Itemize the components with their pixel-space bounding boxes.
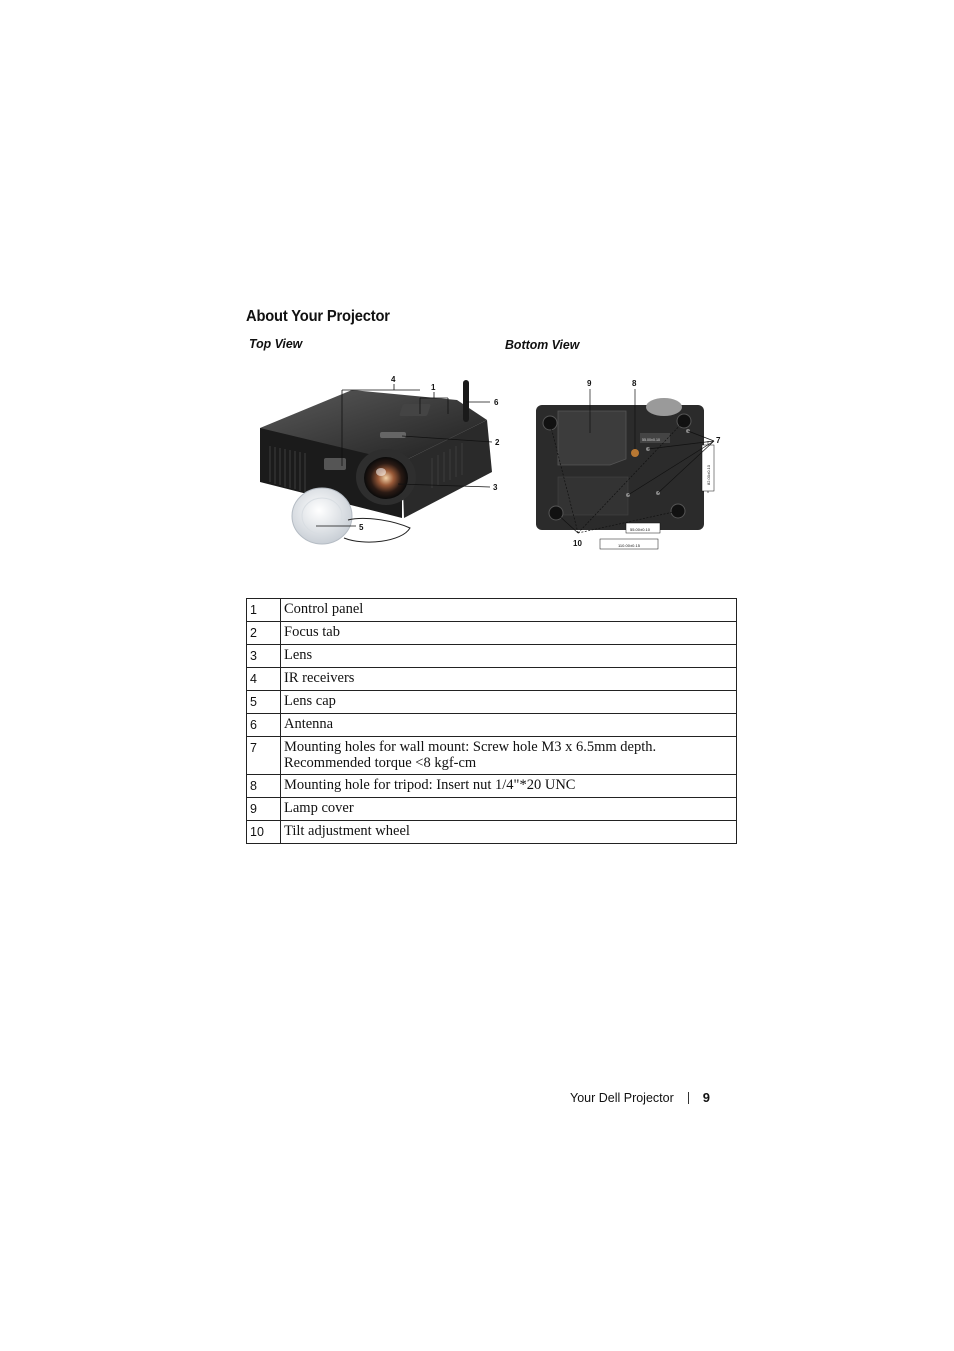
footer-separator (688, 1092, 689, 1104)
bottom-view-title: Bottom View (505, 337, 580, 352)
projector-body (260, 380, 492, 518)
part-description: Tilt adjustment wheel (281, 821, 737, 844)
bottom-callout-8: 8 (632, 379, 637, 388)
bottom-callout-7: 7 (716, 436, 721, 445)
top-callout-1: 1 (431, 383, 436, 392)
part-number: 1 (247, 599, 281, 622)
projector-top-view-image (252, 370, 502, 548)
dim-55-top: 55.00±0.10 (642, 438, 660, 442)
table-row (247, 691, 737, 714)
dim-110: 110.00±0.15 (618, 543, 640, 548)
table-row (247, 798, 737, 821)
part-description: Lens (281, 645, 737, 668)
part-description: Lamp cover (281, 798, 737, 821)
part-description: Lens cap (281, 691, 737, 714)
part-number: 9 (247, 798, 281, 821)
top-callout-6: 6 (494, 398, 499, 407)
part-description (281, 737, 737, 775)
top-callout-4: 4 (391, 375, 396, 384)
part-description: Control panel (281, 599, 737, 622)
part-description: Mounting hole for tripod: Insert nut 1/4"*20 UNC (281, 775, 737, 798)
table-row (247, 599, 737, 622)
table-row (247, 775, 737, 798)
bottom-callout-10: 10 (573, 539, 582, 548)
projector-bottom-view-image (530, 375, 730, 550)
top-callout-5: 5 (359, 523, 364, 532)
top-callout-3: 3 (493, 483, 498, 492)
dim-82: 82.00±0.10 (706, 465, 711, 485)
dim-55-bottom: 55.00±0.10 (630, 527, 650, 532)
part-description: Focus tab (281, 622, 737, 645)
top-view-title: Top View (249, 336, 303, 351)
part-number: 3 (247, 645, 281, 668)
bottom-callout-9: 9 (587, 379, 592, 388)
table-row (247, 622, 737, 645)
footer-label: Your Dell Projector (570, 1090, 674, 1105)
part-number: 7 (247, 737, 281, 775)
part-number: 10 (247, 821, 281, 844)
part-number: 2 (247, 622, 281, 645)
part-number: 5 (247, 691, 281, 714)
part-description-line-1: Mounting holes for wall mount: Screw hole M3 x 6.5mm depth. (284, 739, 657, 755)
table-row (247, 645, 737, 668)
table-row (247, 737, 737, 775)
part-description-line-2: Recommended torque <8 kgf-cm (284, 755, 477, 771)
part-number: 6 (247, 714, 281, 737)
section-title: About Your Projector (246, 308, 390, 325)
part-description: Antenna (281, 714, 737, 737)
part-description: IR receivers (281, 668, 737, 691)
projector-underside (536, 398, 704, 530)
top-callout-2: 2 (495, 438, 500, 447)
table-row (247, 668, 737, 691)
page-footer (570, 1090, 710, 1105)
part-number: 4 (247, 668, 281, 691)
part-number: 8 (247, 775, 281, 798)
table-row (247, 714, 737, 737)
page-number: 9 (702, 1090, 710, 1105)
parts-legend-table (246, 598, 737, 844)
table-row (247, 821, 737, 844)
